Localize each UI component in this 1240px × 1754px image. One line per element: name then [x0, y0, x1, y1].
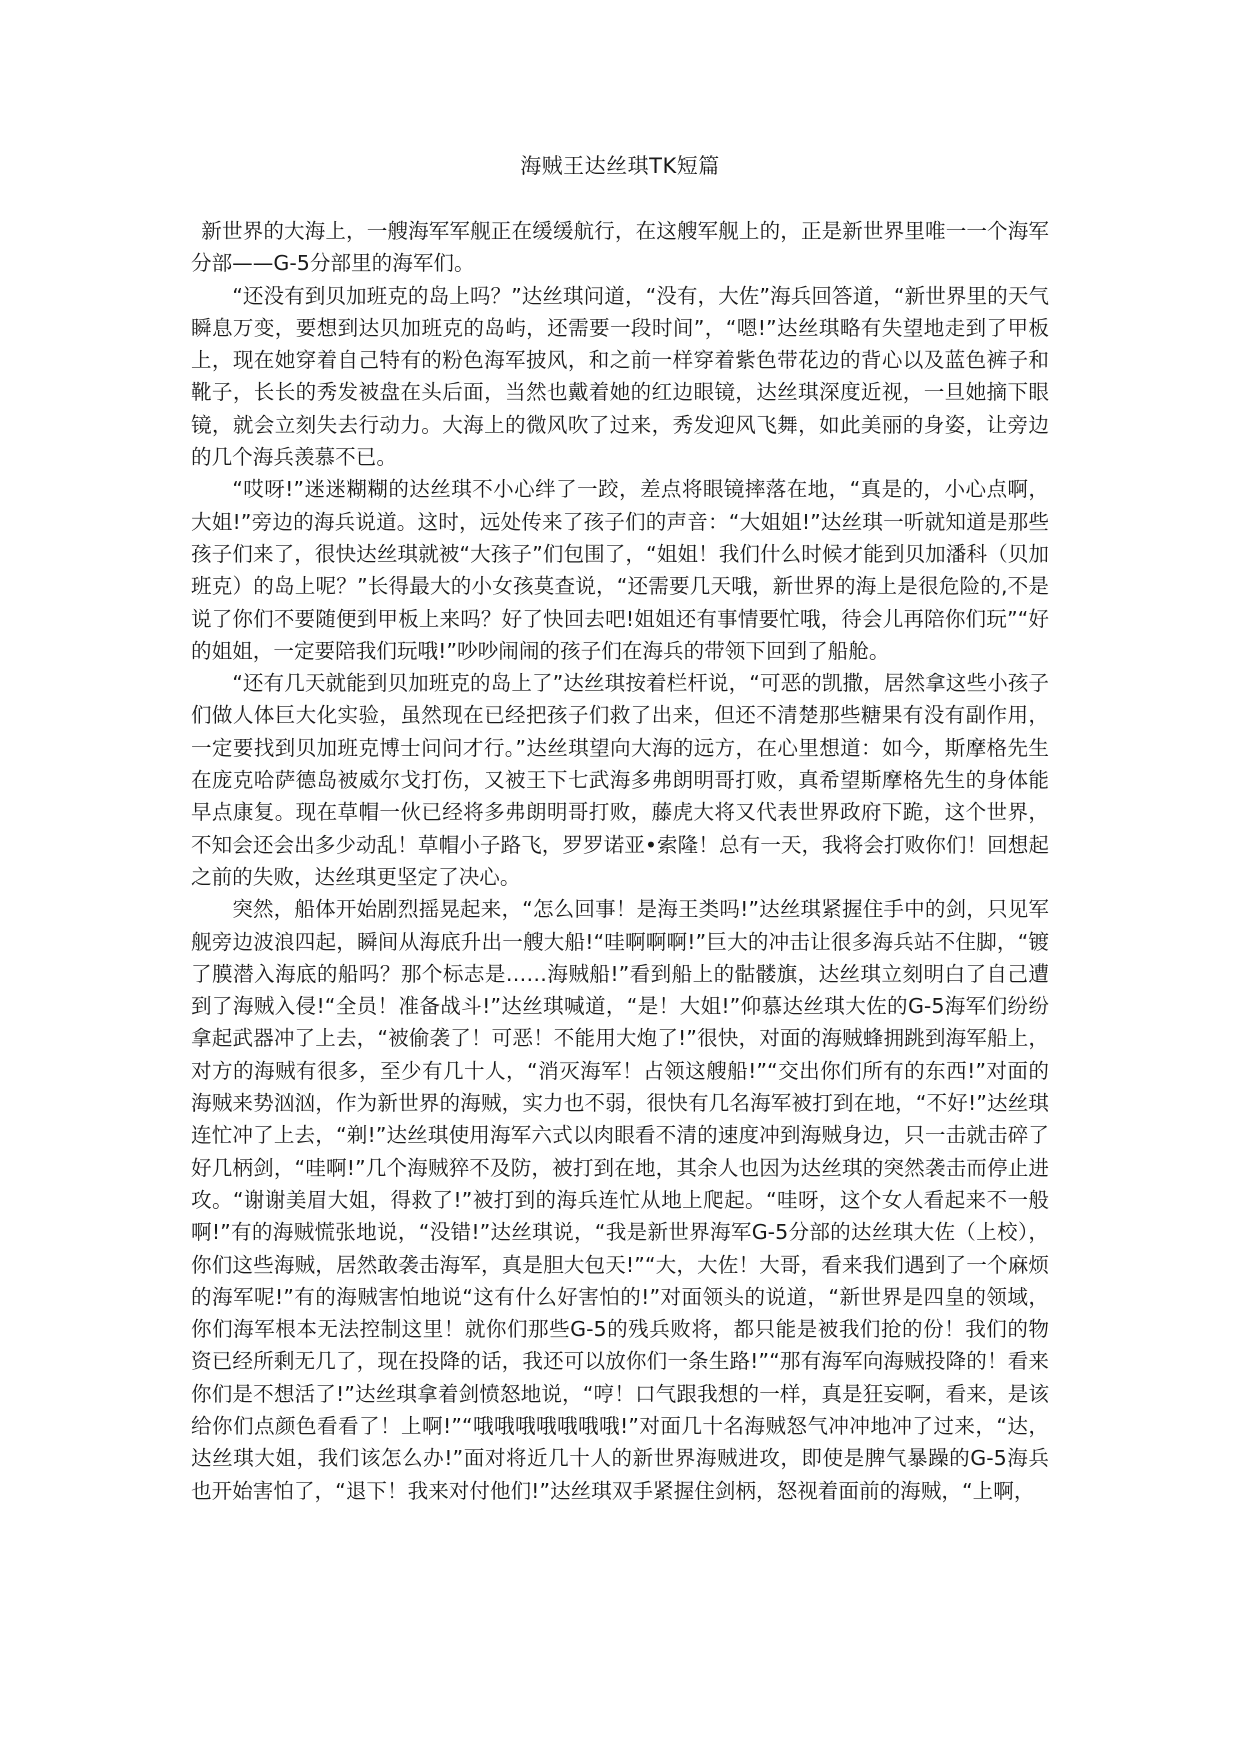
paragraph-4: “还有几天就能到贝加班克的岛上了”达丝琪按着栏杆说，“可恶的凯撒，居然拿这些小孩子们做人体巨大化实验，虽然现在已经把孩子们救了出来，但还不清楚那些糖果有没有副作用，一定要找到贝加班克博士问问才行。”达丝琪望向大海的远方，在心里想道：如今，斯摩格先生在庞克哈萨德岛被威尔戈打伤，又被王下七武海多弗朗明哥打败，真希望斯摩格先生的身体能早点康复。现在草帽一伙已经将多弗朗明哥打败，藤虎大将又代表世界政府下跪，这个世界，不知会还会出多少动乱！草帽小子路飞，罗罗诺亚•索隆！总有一天，我将会打败你们！回想起之前的失败，达丝琪更坚定了决心。	[191, 671, 1049, 889]
paragraph-5: 突然，船体开始剧烈摇晃起来，“怎么回事！是海王类吗!”达丝琪紧握住手中的剑，只见军舰旁边波浪四起，瞬间从海底升出一艘大船!“哇啊啊啊!”巨大的冲击让很多海兵站不住脚，“镀了膜潜入海底的船吗？那个标志是……海贼船!”看到船上的骷髅旗，达丝琪立刻明白了自己遭到了海贼入侵!“全员！准备战斗!”达丝琪喊道，“是！大姐!”仰慕达丝琪大佐的G-5海军们纷纷拿起武器冲了上去，“被偷袭了！可恶！不能用大炮了!”很快，对面的海贼蜂拥跳到海军船上，对方的海贼有很多，至少有几十人，“消灭海军！占领这艘船!”“交出你们所有的东西!”对面的海贼来势汹汹，作为新世界的海贼，实力也不弱，很快有几名海军被打到在地，“不好!”达丝琪连忙冲了上去，“剃!”达丝琪使用海军六式以肉眼看不清的速度冲到海贼身边，只一击就击碎了好几柄剑，“哇啊!”几个海贼猝不及防，被打到在地，其余人也因为达丝琪的突然袭击而停止进攻。“谢谢美眉大姐，得救了!”被打到的海兵连忙从地上爬起。“哇呀，这个女人看起来不一般啊!”有的海贼慌张地说，“没错!”达丝琪说，“我是新世界海军G-5分部的达丝琪大佐（上校），你们这些海贼，居然敢袭击海军，真是胆大包天!”“大，大佐！大哥，看来我们遇到了一个麻烦的海军呢!”有的海贼害怕地说“这有什么好害怕的!”对面领头的说道，“新世界是四皇的领域，你们海军根本无法控制这里！就你们那些G-5的残兵败将，都只能是被我们抢的份！我们的物资已经所剩无几了，现在投降的话，我还可以放你们一条生路!”“那有海军向海贼投降的！看来你们是不想活了!”达丝琪拿着剑愤怒地说，“哼！口气跟我想的一样，真是狂妄啊，看来，是该给你们点颜色看看了！上啊!”“哦哦哦哦哦哦哦!”对面几十名海贼怒气冲冲地冲了过来，“达，达丝琪大姐，我们该怎么办!”面对将近几十人的新世界海贼进攻，即使是脾气暴躁的G-5海兵也开始害怕了，“退下！我来对付他们!”达丝琪双手紧握住剑柄，怒视着面前的海贼，“上啊，	[191, 897, 1049, 1503]
paragraph-2: “还没有到贝加班克的岛上吗？”达丝琪问道，“没有，大佐”海兵回答道，“新世界里的天气瞬息万变，要想到达贝加班克的岛屿，还需要一段时间”，“嗯!”达丝琪略有失望地走到了甲板上，现在她穿着自己特有的粉色海军披风，和之前一样穿着紫色带花边的背心以及蓝色裤子和靴子，长长的秀发被盘在头后面，当然也戴着她的红边眼镜，达丝琪深度近视，一旦她摘下眼镜，就会立刻失去行动力。大海上的微风吹了过来，秀发迎风飞舞，如此美丽的身姿，让旁边的几个海兵羡慕不已。	[191, 283, 1049, 470]
paragraph-1: 新世界的大海上，一艘海军军舰正在缓缓航行，在这艘军舰上的，正是新世界里唯一一个海军分部——G-5分部里的海军们。	[191, 219, 1049, 276]
document-body	[191, 215, 1049, 1507]
document-title: 海贼王达丝琪TK短篇	[520, 154, 720, 178]
paragraph-3: “哎呀!”迷迷糊糊的达丝琪不小心绊了一跤，差点将眼镜摔落在地，“真是的，小心点啊，大姐!”旁边的海兵说道。这时，远处传来了孩子们的声音：“大姐姐!”达丝琪一听就知道是那些孩子们来了，很快达丝琪就被“大孩子”们包围了，“姐姐！我们什么时候才能到贝加潘科（贝加班克）的岛上呢？”长得最大的小女孩莫查说，“还需要几天哦，新世界的海上是很危险的,不是说了你们不要随便到甲板上来吗？好了快回去吧!姐姐还有事情要忙哦，待会儿再陪你们玩”“好的姐姐，一定要陪我们玩哦!”吵吵闹闹的孩子们在海兵的带领下回到了船舱。	[191, 477, 1049, 663]
